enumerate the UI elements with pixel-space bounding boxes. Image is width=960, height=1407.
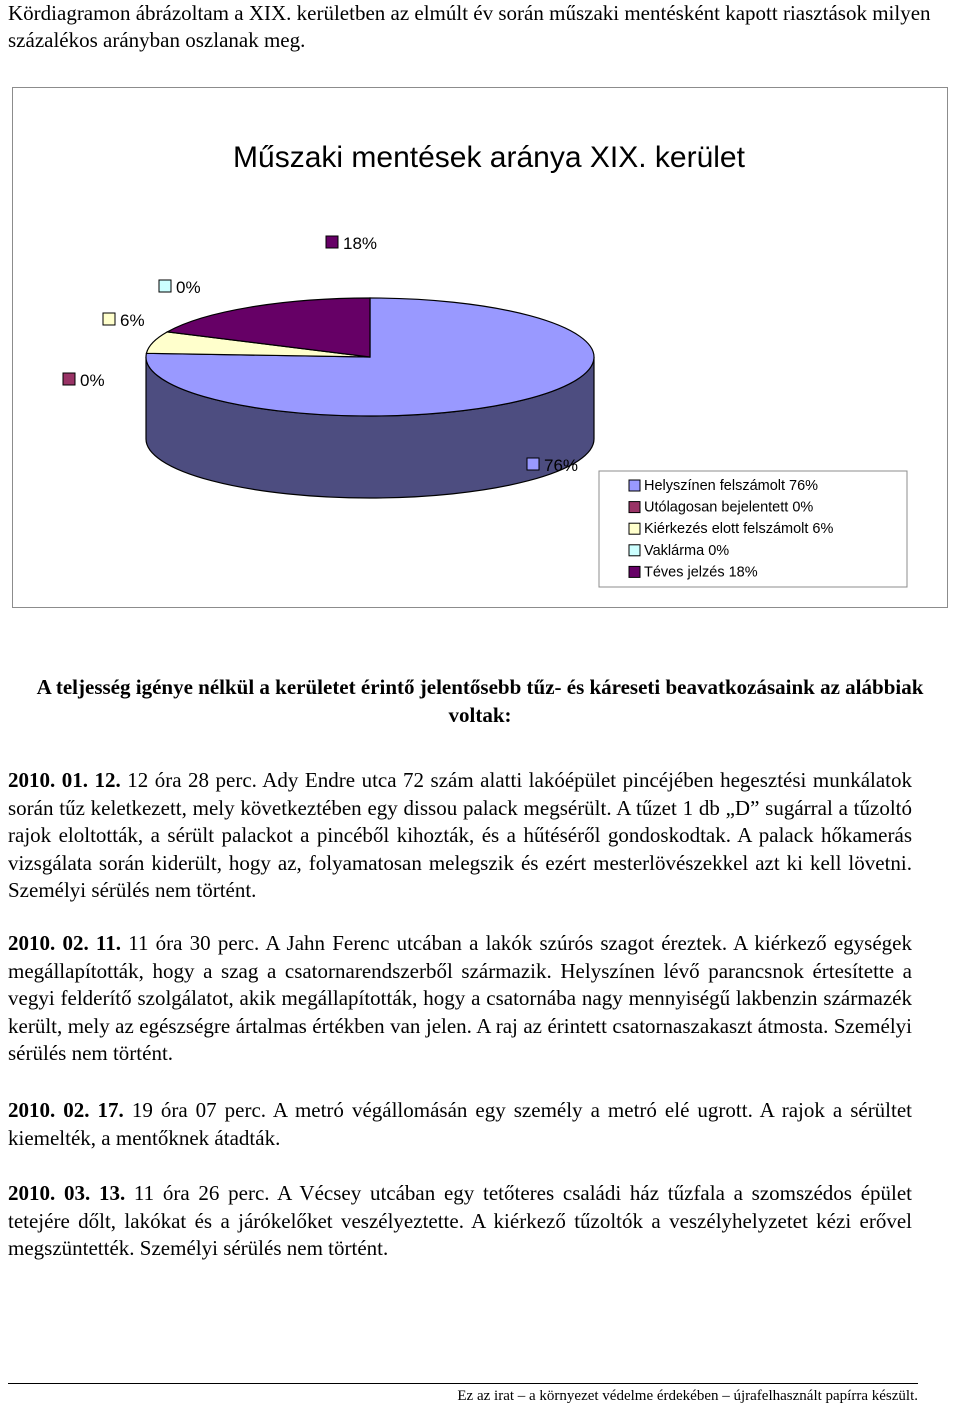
chart-title: Műszaki mentések aránya XIX. kerület — [233, 141, 745, 174]
incident-text: 19 óra 07 perc. A metró végállomásán egy személy a metró elé ugrott. A rajok a sérültet kiemelték, a mentőknek átadták. — [8, 1098, 913, 1150]
section-heading: A teljesség igénye nélkül a kerületet érintő jelentősebb tűz- és káreseti beavatkozásaink az alábbiak voltak: — [36, 675, 924, 727]
incident-date: 2010. 02. 17. — [8, 1098, 124, 1122]
incident-date: 2010. 02. 11. — [8, 931, 122, 955]
data-label: 76% — [544, 456, 579, 475]
incident-date: 2010. 01. 12. — [8, 768, 121, 792]
footer-note: Ez az irat – a környezet védelme érdekében – újrafelhasznált papírra készült. — [457, 1388, 918, 1404]
data-label-key — [159, 280, 171, 292]
legend-swatch — [629, 523, 640, 534]
data-label-key — [63, 373, 75, 385]
legend-swatch — [629, 566, 640, 577]
legend-entry: Kiérkezés elott felszámolt 6% — [644, 521, 834, 538]
intro-paragraph: Kördiagramon ábrázoltam a XIX. kerületben az elmúlt év során műszaki mentésként kapott riasztások milyen százalékos arányban oszlanak meg. — [8, 1, 931, 52]
legend-entry: Vaklárma 0% — [644, 542, 730, 559]
incident-entry — [8, 930, 912, 1068]
data-label: 18% — [343, 234, 378, 253]
legend-swatch — [629, 502, 640, 513]
incident-text: 12 óra 28 perc. Ady Endre utca 72 szám alatti lakóépület pincéjében hegesztési munkálatok során tűz keletkezett, mely következtében egy dissou palack megsérült. A tűzet 1 db „D” sugárral a tűzoltó rajok eloltották, a sérült palackot a pincéből kihozták, és a hűtéséről gondoskodtak. A palack hőkamerás vizsgálata során kiderült, hogy az, folyamatosan melegszik és ezért mesterlövészekkel azt ki kell lövetni. Személyi sérülés nem történt. — [8, 768, 913, 902]
chart-legend — [599, 471, 907, 587]
pie-chart — [13, 88, 947, 607]
incident-entry — [8, 1180, 912, 1263]
data-label: 0% — [80, 371, 105, 390]
data-label-key — [326, 236, 338, 248]
legend-entry: Helyszínen felszámolt 76% — [644, 478, 819, 494]
legend-entry: Téves jelzés 18% — [644, 564, 758, 581]
data-label: 0% — [176, 278, 201, 297]
footer-rule — [8, 1383, 918, 1384]
incident-text: 11 óra 26 perc. A Vécsey utcában egy tetőteres családi ház tűzfala a szomszédos épület tetejére dőlt, lakókat és a járókelőket veszélyeztette. A kiérkező tűzoltók a veszélyhelyzetet kézi erővel megszüntették. Személyi sérülés nem történt. — [8, 1181, 913, 1260]
legend-entry: Utólagosan bejelentett 0% — [644, 499, 814, 516]
data-label: 6% — [120, 311, 145, 330]
legend-swatch — [629, 480, 640, 491]
pie-tops — [146, 298, 594, 416]
data-label-key — [527, 458, 539, 470]
chart-frame — [12, 87, 948, 608]
incident-entry — [8, 767, 912, 905]
data-label-key — [103, 313, 115, 325]
incident-date: 2010. 03. 13. — [8, 1181, 126, 1205]
incident-entry — [8, 1097, 912, 1152]
incident-text: 11 óra 30 perc. A Jahn Ferenc utcában a lakók szúrós szagot éreztek. A kiérkező egységek megállapították, hogy a szag a csatornarendszerből származik. Helyszínen lévő parancsnok értesítette a vegyi felderítő szolgálatot, akik megállapították, hogy a csatornába nagy mennyiségű lakbenzin származék került, mely az egészségre ártalmas értékben van jelen. A raj az érintett csatornaszakaszt átmosta. Személyi sérülés nem történt. — [8, 931, 912, 1065]
legend-swatch — [629, 545, 640, 556]
